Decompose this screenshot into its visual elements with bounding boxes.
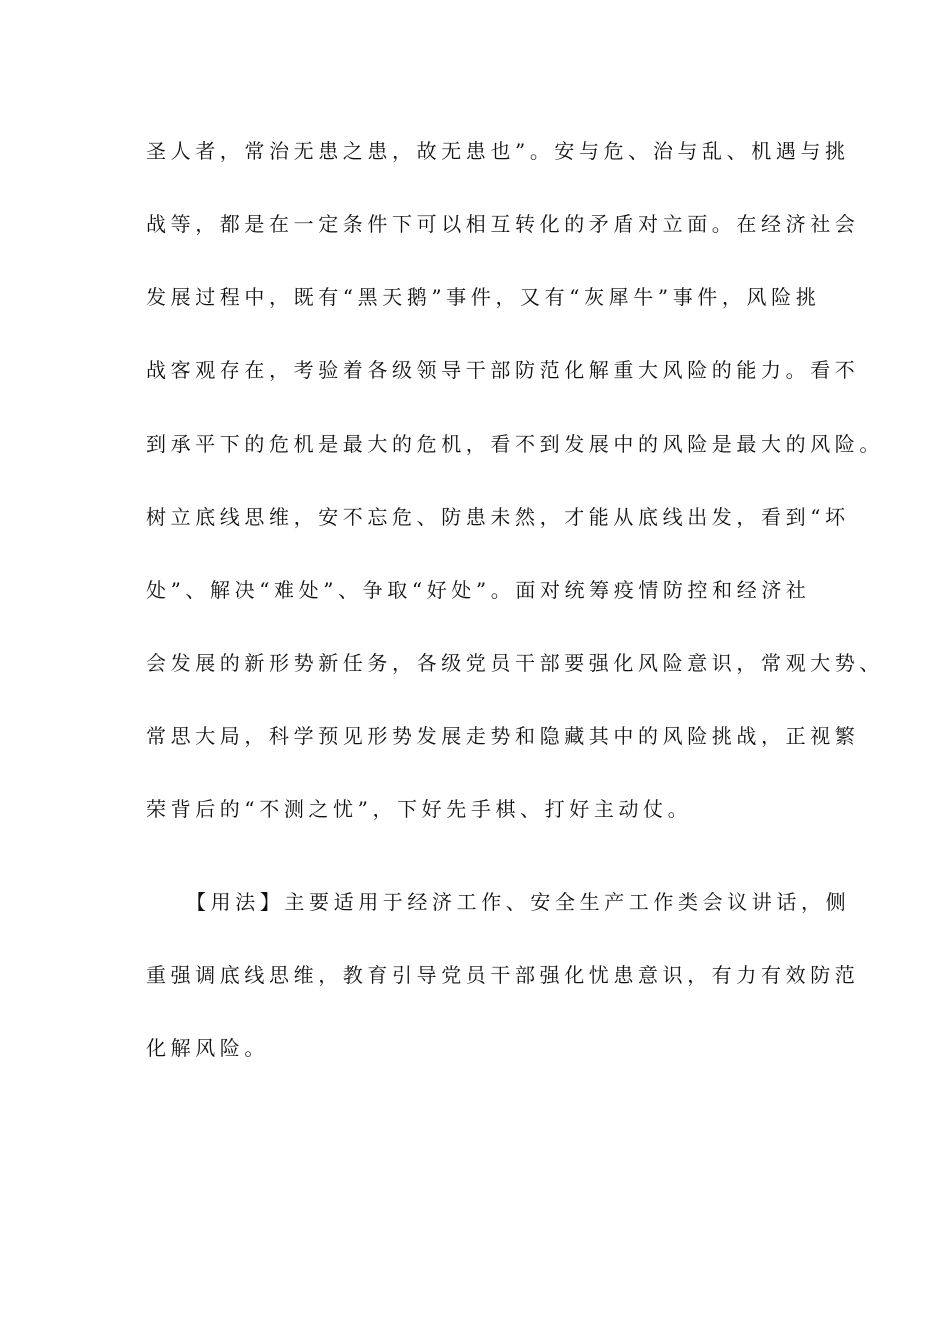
paragraph-line: 到承平下的危机是最大的危机，看不到发展中的风险是最大的风险。 — [146, 432, 884, 456]
paragraph-line: 处”、解决“难处”、争取“好处”。面对统筹疫情防控和经济社 — [146, 578, 811, 602]
paragraph-line: 发展过程中，既有“黑天鹅”事件，又有“灰犀牛”事件，风险挑 — [146, 285, 821, 309]
usage-line: 重强调底线思维，教育引导党员干部强化忧患意识，有力有效防范 — [146, 963, 860, 987]
paragraph-line: 战等，都是在一定条件下可以相互转化的矛盾对立面。在经济社会 — [146, 212, 860, 236]
paragraph-line: 树立底线思维，安不忘危、防患未然，才能从底线出发，看到“坏 — [146, 505, 850, 529]
paragraph-line: 荣背后的“不测之忧”，下好先手棋、打好主动仗。 — [146, 797, 693, 821]
usage-line: 化解风险。 — [146, 1036, 269, 1060]
paragraph-line: 常思大局，科学预见形势发展走势和隐藏其中的风险挑战，正视繁 — [146, 724, 860, 748]
paragraph-line: 战客观存在，考验着各级领导干部防范化解重大风险的能力。看不 — [146, 358, 860, 382]
usage-line: 【用法】主要适用于经济工作、安全生产工作类会议讲话，侧 — [186, 890, 851, 914]
paragraph-line: 圣人者，常治无患之患，故无患也”。安与危、治与乱、机遇与挑 — [146, 139, 850, 163]
paragraph-line: 会发展的新形势新任务，各级党员干部要强化风险意识，常观大势、 — [146, 651, 884, 675]
